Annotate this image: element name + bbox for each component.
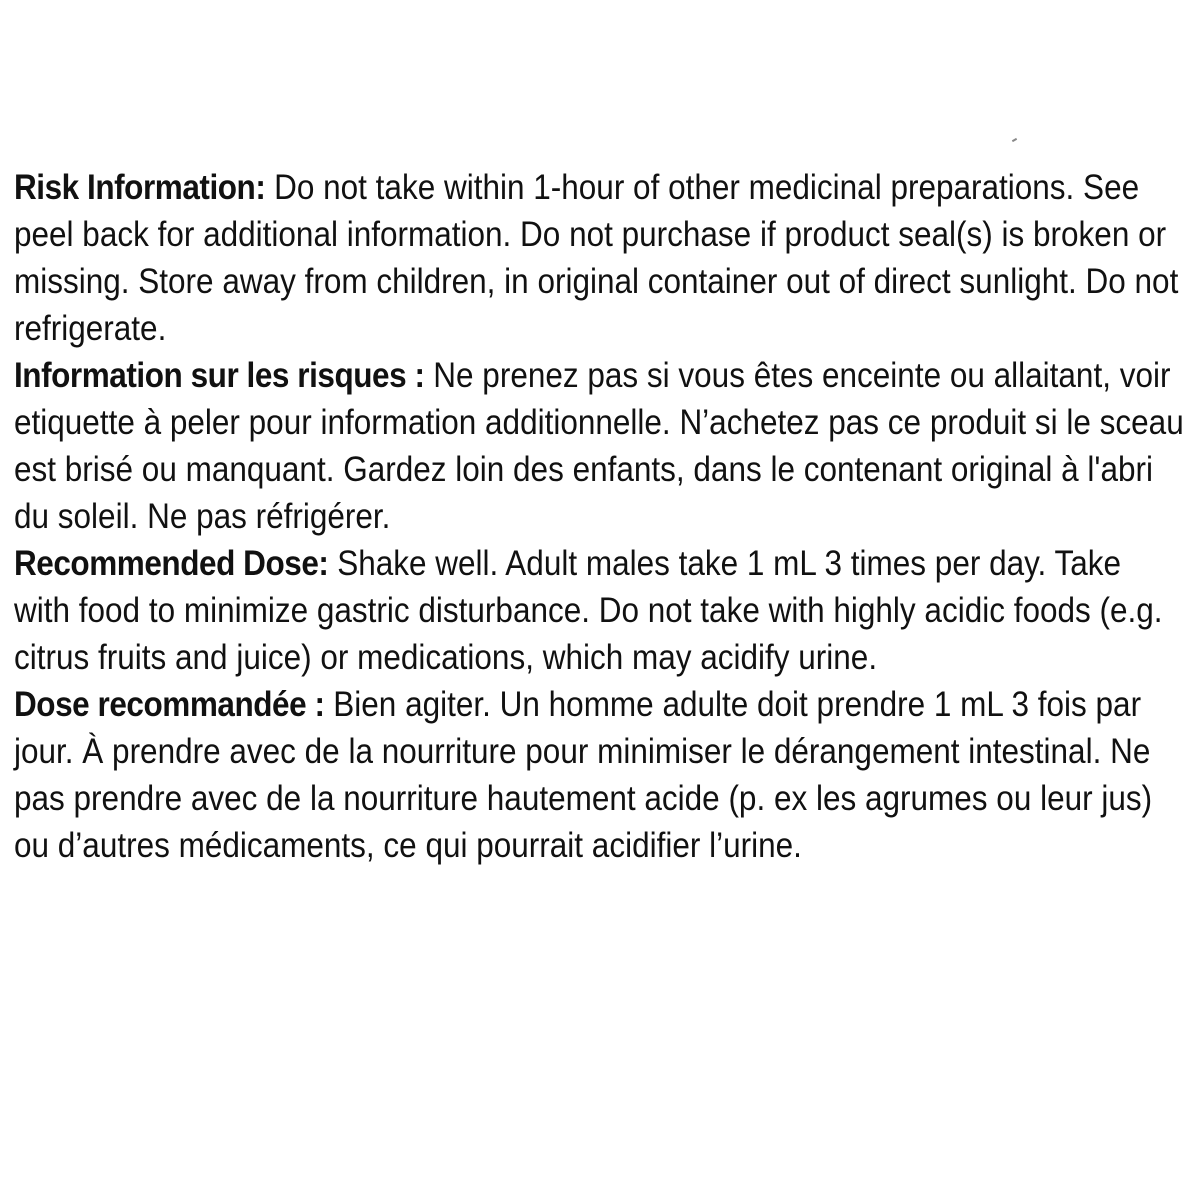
dose-recommandee-heading: Dose recommandée : [14,685,325,724]
dose-recommandee-body: Bien agiter. Un homme adulte doit prendre 1 mL 3 fois par jour. À prendre avec de la nourriture pour minimiser le dérangement intestinal. Ne pas prendre avec de la nourriture hautement acide (p. ex les agrumes ou leur jus) ou d’autres médicaments, ce qui pourrait acidifier l’urine. [14,685,1153,865]
information-risques-body: Ne prenez pas si vous êtes enceinte ou allaitant, voir etiquette à peler pour information additionnelle. N’achetez pas ce produit si le sceau est brisé ou manquant. Gardez loin des enfants, dans le contenant original à l'abri du soleil. Ne pas réfrigérer. [14,356,1184,536]
risk-information-body: Do not take within 1-hour of other medicinal preparations. See peel back for additional information. Do not purchase if product seal(s) is broken or missing. Store away from children, in original container out of direct sunlight. Do not refrigerate. [14,168,1179,348]
risk-information-paragraph [14,164,1184,352]
risk-information-heading: Risk Information: [14,168,266,207]
stray-mark [1012,138,1017,142]
dose-recommandee-paragraph [14,681,1184,869]
recommended-dose-heading: Recommended Dose: [14,544,329,583]
information-risques-paragraph [14,352,1184,540]
label-text-block [14,164,1184,869]
information-risques-heading: Information sur les risques : [14,356,425,395]
recommended-dose-paragraph [14,540,1184,681]
recommended-dose-body: Shake well. Adult males take 1 mL 3 times per day. Take with food to minimize gastric disturbance. Do not take with highly acidic foods (e.g. citrus fruits and juice) or medications, which may acidify urine. [14,544,1163,677]
